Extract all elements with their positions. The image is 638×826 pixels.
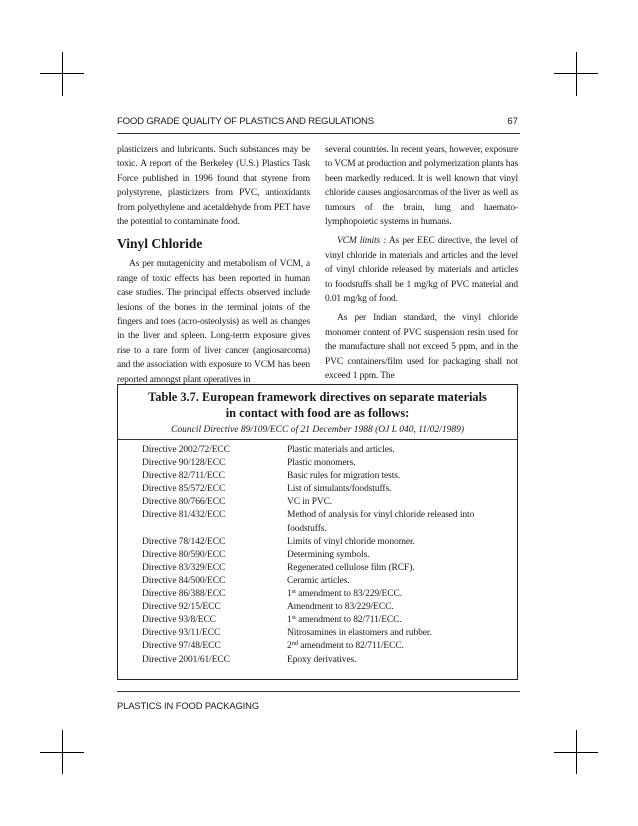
ordinal-suffix: st xyxy=(291,587,296,595)
description-text: VC in PVC. xyxy=(287,497,333,508)
crop-mark-top-right-v xyxy=(576,52,577,96)
directive-cell: Directive 90/128/ECC xyxy=(142,458,226,469)
left-column xyxy=(117,143,310,387)
directive-cell: Directive 93/11/ECC xyxy=(142,628,221,639)
description-cell xyxy=(287,627,512,640)
description-cell xyxy=(287,601,512,614)
description-cell xyxy=(287,654,512,667)
table-row xyxy=(142,509,512,535)
description-cell xyxy=(287,470,512,483)
directive-cell: Directive 80/766/ECC xyxy=(142,497,226,508)
header-rule xyxy=(117,133,520,134)
directives-table xyxy=(117,384,518,680)
table-row xyxy=(142,444,512,457)
description-cell xyxy=(287,562,512,575)
description-cell xyxy=(287,483,512,496)
description-text: Basic rules for migration tests. xyxy=(287,471,401,482)
table-row xyxy=(142,575,512,588)
description-cell xyxy=(287,614,512,627)
vcm-limits-label: VCM limits : xyxy=(337,236,387,247)
description-text: Plastic materials and articles. xyxy=(287,445,395,455)
table-row xyxy=(142,470,512,483)
crop-mark-top-left-v xyxy=(62,52,63,96)
table-subtitle: Council Directive 89/109/ECC of 21 December 1988 (OJ L 040, 11/02/1989) xyxy=(171,425,464,435)
description-text: amendment to 83/229/ECC. xyxy=(295,589,403,600)
directive-cell: Directive 2002/72/ECC xyxy=(142,445,230,455)
directive-cell: Directive 93/8/ECC xyxy=(142,615,216,626)
right-paragraph-3: As per Indian standard, the vinyl chloride monomer content of PVC suspension resin used for the manufacture shall not exceed 5 ppm, and in the PVC containers/film used for packaging shall not exceed 1 ppm. The xyxy=(325,313,518,382)
directive-cell: Directive 83/329/ECC xyxy=(142,562,226,573)
description-text: Method of analysis for vinyl chloride released into foodstuffs. xyxy=(287,510,475,534)
description-text: amendment to 82/711/ECC. xyxy=(295,615,402,626)
table-divider xyxy=(118,439,517,440)
running-header xyxy=(117,116,520,130)
directive-cell: Directive 84/500/ECC xyxy=(142,575,226,586)
table-row xyxy=(142,536,512,549)
right-paragraph-2 xyxy=(325,234,518,306)
directive-cell: Directive 81/432/ECC xyxy=(142,510,226,521)
description-text: List of simulants/foodstuffs. xyxy=(287,484,392,495)
crop-mark-bottom-left-v xyxy=(62,730,63,774)
page-number: 67 xyxy=(507,116,518,127)
right-paragraph-1: several countries. In recent years, however, exposure to VCM at production and polymerization plants has been markedly reduced. It is well known that vinyl chloride causes angiosarcomas of the liver as well as tumours of the brain, lung and haemato-lymphopoietic systems in humans. xyxy=(325,145,518,228)
description-cell xyxy=(287,496,512,509)
table-row xyxy=(142,483,512,496)
amendment-number: 2 xyxy=(287,641,292,652)
table-rows xyxy=(142,444,512,667)
directive-cell: Directive 78/142/ECC xyxy=(142,536,226,547)
description-text: Epoxy derivatives. xyxy=(287,654,357,665)
directive-cell: Directive 80/590/ECC xyxy=(142,549,226,560)
table-row xyxy=(142,562,512,575)
description-cell xyxy=(287,575,512,588)
left-paragraph-2: As per mutagenicity and metabolism of VCM, a range of toxic effects has been reported in human case studies. The principal effects observed include lesions of the bones in the terminal joints of the fingers and toes (acro-osteolysis) as well as changes in the liver and spleen. Long-term exposure gives rise to a rare form of liver cancer (angiosarcoma) and the association with exposure to VCM has been reported amongst plant operatives in xyxy=(117,259,310,385)
right-column xyxy=(325,143,518,384)
table-row xyxy=(142,654,512,667)
directive-cell: Directive 97/48/ECC xyxy=(142,641,221,652)
table-row xyxy=(142,601,512,614)
description-text: amendment to 82/711/ECC. xyxy=(297,641,404,652)
table-row xyxy=(142,614,512,627)
table-caption-line-1: Table 3.7. European framework directives on separate materials xyxy=(148,390,487,404)
table-row xyxy=(142,627,512,640)
description-cell xyxy=(287,588,512,601)
description-cell xyxy=(287,640,512,653)
section-heading: Vinyl Chloride xyxy=(117,236,203,252)
description-cell xyxy=(287,536,512,549)
description-cell xyxy=(287,444,512,457)
running-footer: PLASTICS IN FOOD PACKAGING xyxy=(117,700,260,711)
directive-cell: Directive 2001/61/ECC xyxy=(142,654,230,665)
description-text: Ceramic articles. xyxy=(287,575,350,586)
directive-cell: Directive 92/15/ECC xyxy=(142,602,221,613)
table-row xyxy=(142,457,512,470)
left-paragraph-1: plasticizers and lubricants. Such substances may be toxic. A report of the Berkeley (U.S.) Plastics Task Force published in 1996 found that styrene from polystyrene, plasticizers from PVC, antioxidants from polyethylene and acetaldehyde from PET have the potential to contaminate food. xyxy=(117,145,310,228)
directive-cell: Directive 82/711/ECC xyxy=(142,471,225,482)
table-caption-line-2: in contact with food are as follows: xyxy=(225,405,410,420)
header-title: FOOD GRADE QUALITY OF PLASTICS AND REGULATIONS xyxy=(117,116,374,127)
description-text: Determining symbols. xyxy=(287,549,370,560)
description-text: Limits of vinyl chloride monomer. xyxy=(287,536,415,547)
description-cell xyxy=(287,509,512,535)
table-row xyxy=(142,549,512,562)
description-text: Plastic monomers. xyxy=(287,458,356,469)
table-caption xyxy=(118,390,517,421)
directive-cell: Directive 86/388/ECC xyxy=(142,589,226,600)
description-text: Regenerated cellulose film (RCF). xyxy=(287,562,415,573)
description-cell xyxy=(287,549,512,562)
ordinal-suffix: st xyxy=(291,613,296,621)
table-row xyxy=(142,640,512,653)
description-cell xyxy=(287,457,512,470)
vcm-limits-text: As per EEC directive, the level of vinyl chloride in materials and articles and the level of vinyl chloride released by materials and articles to foodstuffs shall be 1 mg/kg of PVC material and 0.01 mg/kg of food. xyxy=(325,236,518,305)
description-text: Amendment to 83/229/ECC. xyxy=(287,602,394,613)
amendment-number: 1 xyxy=(287,589,292,600)
amendment-number: 1 xyxy=(287,615,292,626)
footer-rule xyxy=(117,691,520,692)
description-text: Nitrosamines in elastomers and rubber. xyxy=(287,628,432,639)
directive-cell: Directive 85/572/ECC xyxy=(142,484,226,495)
crop-mark-bottom-right-v xyxy=(576,730,577,774)
table-row xyxy=(142,588,512,601)
table-row xyxy=(142,496,512,509)
ordinal-suffix: nd xyxy=(291,639,298,647)
